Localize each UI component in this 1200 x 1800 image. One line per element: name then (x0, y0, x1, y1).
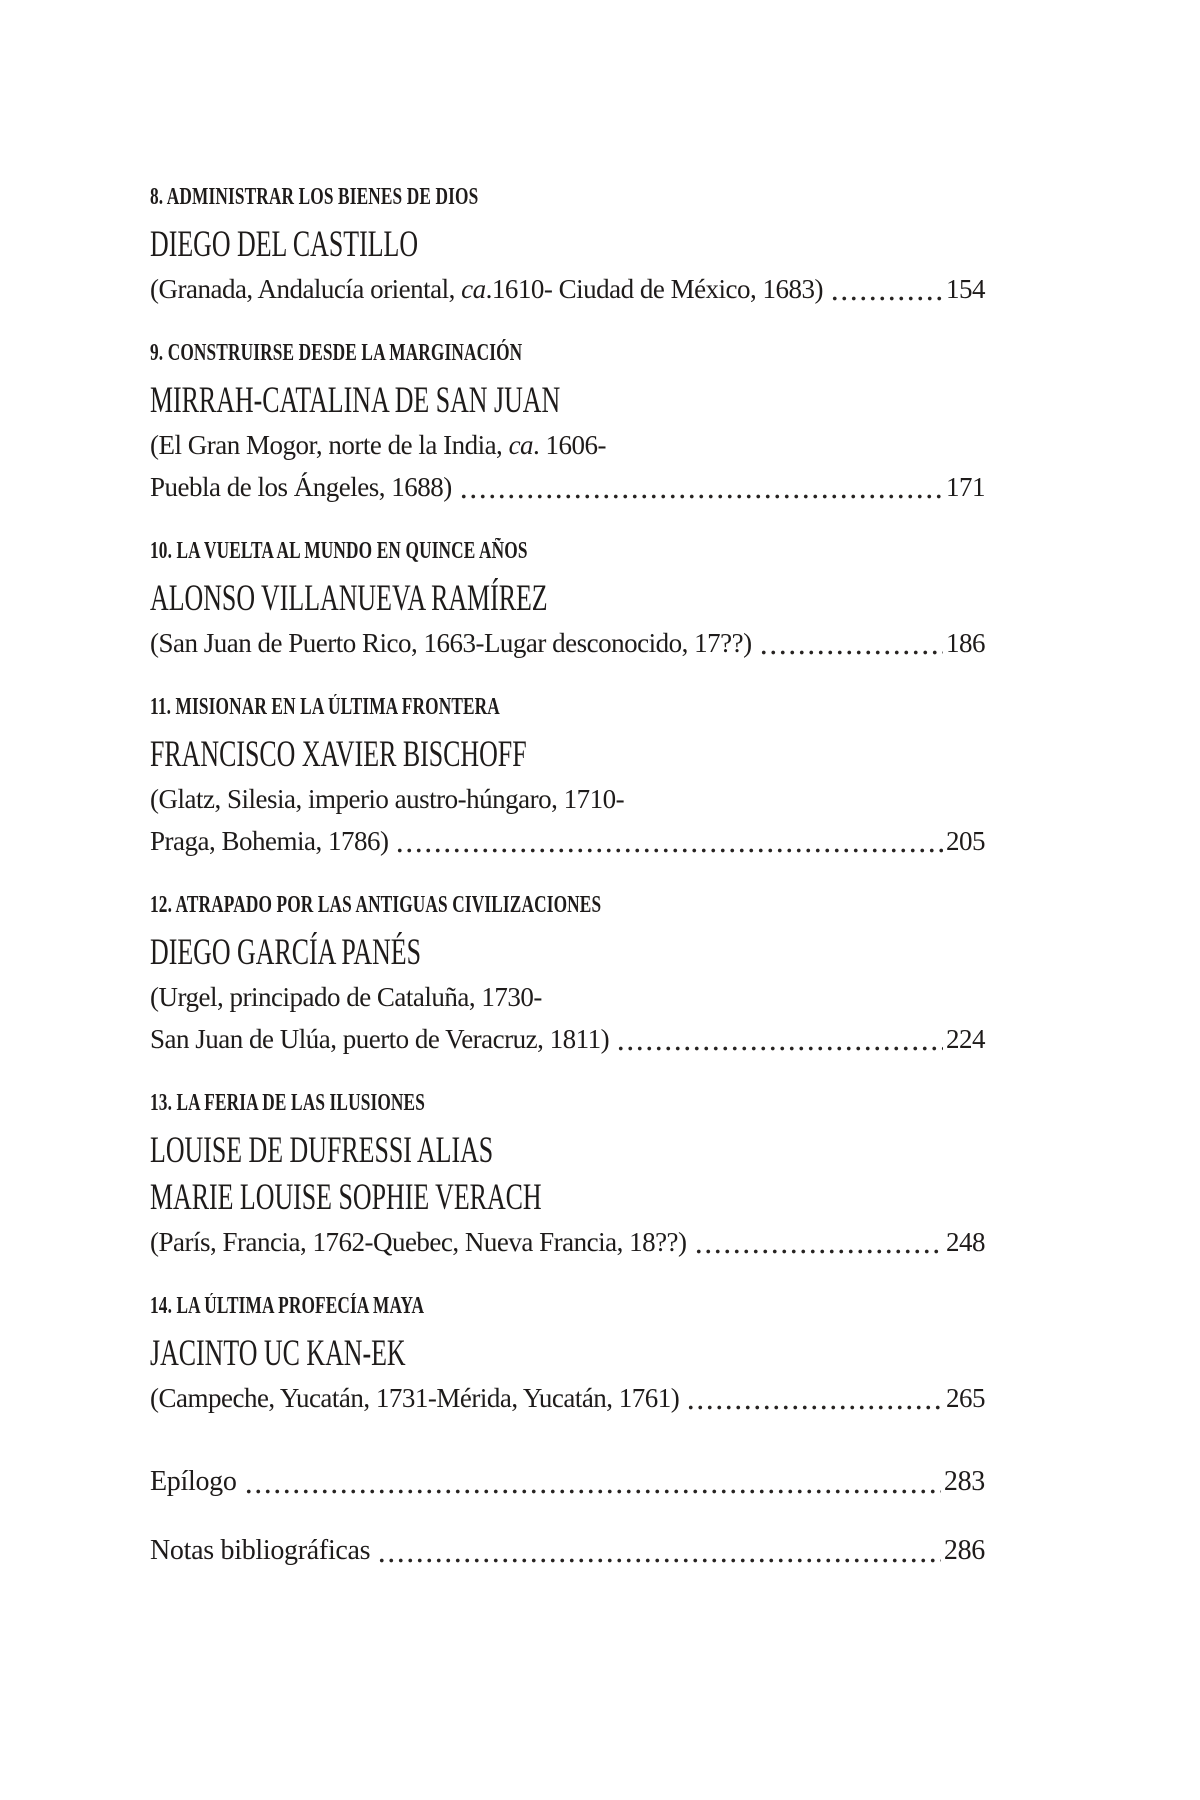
toc-entry (150, 692, 985, 862)
toc-entry (150, 1291, 985, 1419)
detail-text (150, 466, 452, 508)
detail-text (150, 820, 388, 862)
plain-text: (San Juan de Puerto Rico, 1663-Lugar desconocido, 17??) (150, 628, 752, 658)
page-number: 186 (946, 628, 985, 658)
toc-entry (150, 1088, 985, 1263)
chapter-detail-line (150, 622, 985, 664)
page-number: 205 (946, 826, 985, 856)
dot-leader (395, 848, 943, 853)
dot-leader (759, 650, 943, 655)
toc-entry (150, 338, 985, 508)
plain-text: Puebla de los Ángeles, 1688) (150, 472, 452, 502)
back-matter-item (150, 1461, 985, 1503)
dot-leader (244, 1489, 941, 1494)
chapter-number-title: 8. ADMINISTRAR LOS BIENES DE DIOS (150, 184, 479, 210)
page-number: 283 (943, 1466, 985, 1497)
back-matter-label: Notas bibliográficas (150, 1535, 371, 1566)
dot-leader (830, 296, 943, 301)
chapter-detail-line (150, 268, 985, 310)
chapter-detail-line (150, 424, 985, 466)
chapter-detail-line (150, 466, 985, 508)
chapter-number-title: 12. ATRAPADO POR LAS ANTIGUAS CIVILIZACIONES (150, 892, 602, 918)
plain-text: .1610- Ciudad de México, 1683) (485, 274, 824, 304)
detail-text (150, 778, 624, 820)
chapter-detail-line (150, 976, 985, 1018)
dot-leader (694, 1249, 943, 1254)
chapter-detail-line (150, 778, 985, 820)
person-name: MIRRAH-CATALINA DE SAN JUAN (150, 380, 561, 421)
detail-text (150, 1377, 679, 1419)
chapter-detail-line (150, 1221, 985, 1263)
toc-entry (150, 536, 985, 664)
page-number: 171 (946, 472, 985, 502)
plain-text: (Glatz, Silesia, imperio austro-húngaro, 1710- (150, 784, 625, 814)
plain-text: (Urgel, principado de Cataluña, 1730- (150, 982, 542, 1012)
page-number: 248 (946, 1227, 985, 1257)
page-number: 224 (946, 1024, 985, 1054)
plain-text: (Campeche, Yucatán, 1731-Mérida, Yucatán, 1761) (150, 1383, 680, 1413)
chapter-number-title: 11. MISIONAR EN LA ÚLTIMA FRONTERA (150, 694, 500, 720)
detail-text (150, 1221, 687, 1263)
page-number: 265 (946, 1383, 985, 1413)
person-name: LOUISE DE DUFRESSI ALIAS (150, 1130, 494, 1171)
toc-entry (150, 182, 985, 310)
page-number: 286 (943, 1535, 985, 1566)
person-name: ALONSO VILLANUEVA RAMÍREZ (150, 578, 548, 619)
dot-leader (686, 1405, 943, 1410)
detail-text (150, 424, 606, 466)
chapter-number-title: 14. LA ÚLTIMA PROFECÍA MAYA (150, 1293, 425, 1319)
person-name: JACINTO UC KAN-EK (150, 1333, 406, 1374)
chapter-number-title: 13. LA FERIA DE LAS ILUSIONES (150, 1090, 425, 1116)
chapter-detail-line (150, 1377, 985, 1419)
italic-text: ca (508, 430, 534, 460)
dot-leader (616, 1046, 943, 1051)
chapter-detail-line (150, 1018, 985, 1060)
chapter-number-title: 10. LA VUELTA AL MUNDO EN QUINCE AÑOS (150, 538, 528, 564)
detail-text (150, 976, 542, 1018)
toc-entries (150, 182, 985, 1419)
back-matter-label: Epílogo (150, 1466, 237, 1497)
chapter-number-title: 9. CONSTRUIRSE DESDE LA MARGINACIÓN (150, 340, 523, 366)
italic-text: ca (461, 274, 486, 304)
page-number: 154 (946, 274, 985, 304)
toc-entry (150, 890, 985, 1060)
person-name: FRANCISCO XAVIER BISCHOFF (150, 734, 527, 775)
detail-text (150, 268, 823, 310)
detail-text (150, 1018, 609, 1060)
person-name: DIEGO DEL CASTILLO (150, 224, 419, 265)
dot-leader (377, 1558, 941, 1563)
plain-text: Praga, Bohemia, 1786) (150, 826, 389, 856)
plain-text: (Granada, Andalucía oriental, (150, 274, 462, 304)
toc-back-matter (150, 1461, 985, 1572)
person-name: DIEGO GARCÍA PANÉS (150, 932, 422, 973)
person-name: MARIE LOUISE SOPHIE VERACH (150, 1177, 542, 1218)
plain-text: . 1606- (533, 430, 607, 460)
chapter-detail-line (150, 820, 985, 862)
dot-leader (459, 494, 943, 499)
back-matter-item (150, 1530, 985, 1572)
detail-text (150, 622, 752, 664)
plain-text: (El Gran Mogor, norte de la India, (150, 430, 509, 460)
plain-text: San Juan de Ulúa, puerto de Veracruz, 1811) (150, 1024, 610, 1054)
plain-text: (París, Francia, 1762-Quebec, Nueva Francia, 18??) (150, 1227, 687, 1257)
